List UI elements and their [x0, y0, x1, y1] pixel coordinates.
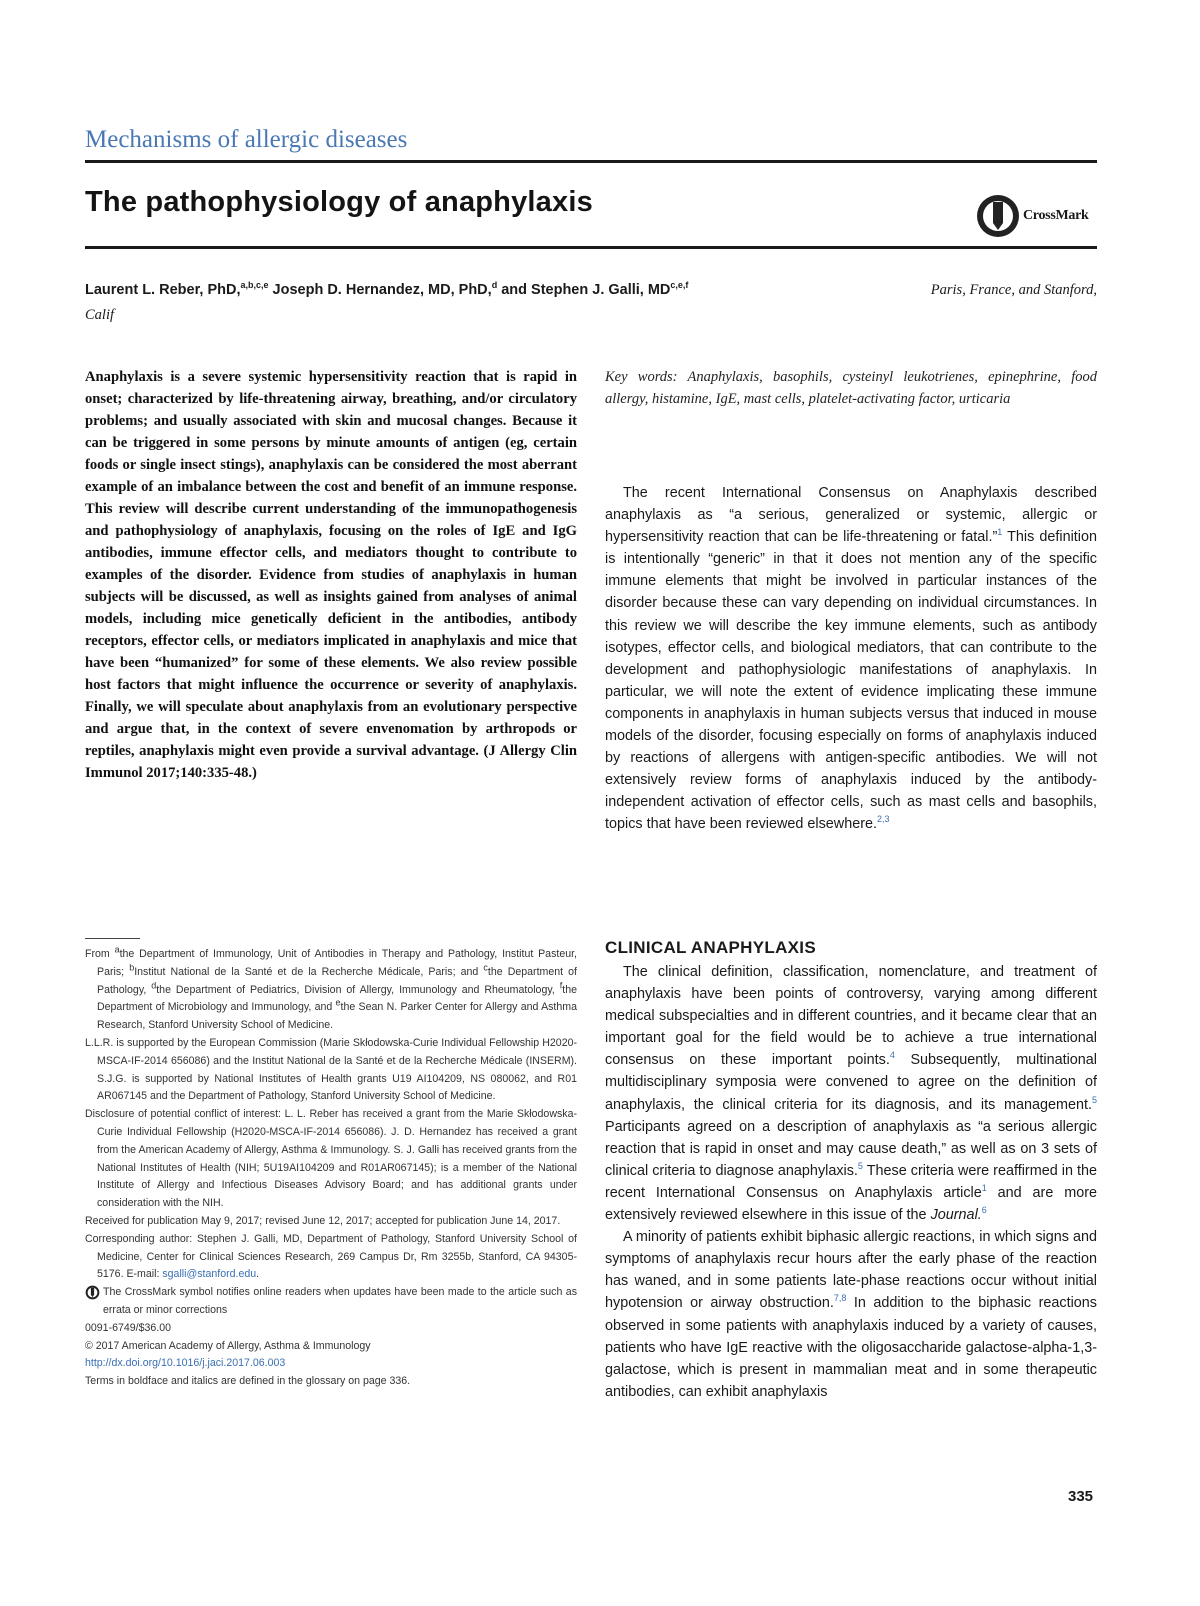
author-name: Joseph D. Hernandez, MD, PhD, — [268, 282, 492, 298]
citation-link[interactable]: 2,3 — [877, 814, 890, 825]
clinical-paragraph: The clinical definition, classification, nomenclature, and treatment of anaphylaxis have been points of controversy, varying among different medical subspecialties and in different countries, and it became clear that an important goal for the field would be to achieve a true international consensus on these important points.$^4$ Subsequently, multinational multidisciplinary symposia were convened to agree on the definition of anaphylaxis, the clinical criteria for its diagnosis, and its management.$^5$ Participants agreed on a description of anaphylaxis as “a serious allergic reaction that is rapid in onset and may cause death,” as well as on 3 sets of clinical criteria to diagnose anaphylaxis.$^5$ These criteria were reaffirmed in the recent International Consensus on Anaphylaxis article$^1$ and are more extensively reviewed elsewhere in this issue of the Journal.$^6$ — [605, 964, 1097, 1224]
glossary-note: Terms in boldface and italics are defined in the glossary on page 336. — [85, 1375, 411, 1388]
author-affiliation: c,e,f — [670, 280, 689, 291]
citation-link[interactable]: 7,8 — [833, 1293, 847, 1304]
section-heading: CLINICAL ANAPHYLAXIS — [605, 938, 816, 957]
citation-link[interactable]: 1 — [981, 1183, 987, 1194]
article-title: The pathophysiology of anaphylaxis — [85, 186, 593, 218]
corresponding-author-note: Corresponding author: Stephen J. Galli, MD, Department of Pathology, Stanford University School of Medicine, Center for Clinical Sciences Research, 269 Campus Dr, Rm 3255b, Stanford, CA 94305-5176. E-mail: sgalli@stanford.edu. — [85, 1232, 577, 1281]
author-name: Laurent L. Reber, PhD, — [85, 282, 241, 298]
footnote-rule — [85, 938, 140, 939]
clinical-section — [605, 961, 1097, 1403]
citation-link[interactable]: 6 — [981, 1205, 987, 1216]
keywords: Key words: Anaphylaxis, basophils, cysteinyl leukotrienes, epinephrine, food allergy, histamine, IgE, mast cells, platelet-activating factor, urticaria — [605, 369, 1097, 407]
funding-note: L.L.R. is supported by the European Commission (Marie Skłodowska-Curie Individual Fellowship H2020-MSCA-IF-2014 656086) and the Institut National de la Santé et de la Recherche Médicale (INSERM). S.J.G. is supported by National Institutes of Health grants U19 AI104209, NS 080062, and R01 AR067145 and the Department of Pathology, Stanford University School of Medicine. — [85, 1036, 577, 1103]
crossmark-icon — [975, 193, 1021, 239]
author-affiliation: a,b,c,e — [240, 280, 269, 291]
abstract: Anaphylaxis is a severe systemic hypersensitivity reaction that is rapid in onset; characterized by life-threatening airway, breathing, and/or circulatory problems; and usually associated with skin and mucosal changes. Because it can be triggered in some persons by minute amounts of antigen (eg, certain foods or single insect stings), anaphylaxis can be considered the most aberrant example of an imbalance between the cost and benefit of an immune response. This review will describe current understanding of the immunopathogenesis and pathophysiology of anaphylaxis, focusing on the roles of IgE and IgG antibodies, immune effector cells, and mediators thought to contribute to examples of the disorder. Evidence from studies of anaphylaxis in human subjects will be discussed, as well as insights gained from analyses of animal models, including mice genetically deficient in the antibodies, antibody receptors, effector cells, or mediators implicated in anaphylaxis and mice that have been “humanized” for some of these elements. We also review possible host factors that might influence the occurrence or severity of anaphylaxis. Finally, we will speculate about anaphylaxis from an evolutionary perspective and argue that, in the context of severe envenomation by arthropods or reptiles, anaphylaxis might even provide a survival advantage. (J Allergy Clin Immunol 2017;140:335-48.) — [85, 369, 577, 781]
author-line — [85, 278, 1097, 328]
author-affiliation: d — [491, 280, 498, 291]
disclosure-note: Disclosure of potential conflict of interest: L. L. Reber has received a grant from the Marie Skłodowska-Curie Individual Fellowship (H2020-MSCA-IF-2014 656086). J. D. Hernandez has received a grant from the American Academy of Allergy, Asthma & Immunology. S. J. Galli has received grants from the National Institutes of Health (NIH; 5U19AI104209 and R01AR067145); is a member of the National Institute of Allergy and Infectious Diseases Advisory Board; and has additional grants under consideration with the NIH. — [85, 1108, 577, 1210]
author-location-first: Paris, France, and Stanford, — [930, 282, 1097, 298]
author-name: and Stephen J. Galli, MD — [497, 282, 671, 298]
citation-link[interactable]: 5 — [857, 1161, 863, 1172]
affiliations-note: From $^a$the Department of Immunology, Unit of Antibodies in Therapy and Pathology, Institut Pasteur, Paris; $^b$Institut National de la Santé et de la Recherche Médicale, Paris; and $^c$the Department of Pathology, $^d$the Department of Pediatrics, Division of Allergy, Immunology and Rheumatology, $^f$the Department of Microbiology and Immunology, and $^e$the Sean N. Parker Center for Allergy and Asthma Research, Stanford University School of Medicine. — [85, 944, 578, 1032]
header-rule-bottom — [85, 246, 1097, 249]
crossmark-note: The CrossMark symbol notifies online readers when updates have been made to the article such as errata or minor corrections — [85, 1284, 577, 1320]
citation-link[interactable]: 1 — [997, 527, 1003, 538]
doi-link[interactable]: http://dx.doi.org/10.1016/j.jaci.2017.06.003 — [85, 1357, 286, 1370]
journal-name: Journal. — [930, 1207, 982, 1224]
footnotes — [85, 946, 577, 1391]
citation-link[interactable]: 4 — [889, 1050, 895, 1061]
crossmark-badge[interactable] — [975, 192, 1099, 240]
author-location-second: Calif — [85, 307, 115, 323]
crossmark-label: CrossMark — [1023, 208, 1089, 223]
clinical-paragraph: A minority of patients exhibit biphasic allergic reactions, in which signs and symptoms of anaphylaxis recur hours after the early phase of the reaction has waned, and in some patients late-phase reactions occur without initial hypotension or airway obstruction.$^{7,8}$ In addition to the biphasic reactions observed in some patients with anaphylaxis induced by a variety of causes, patients who have IgE reactive with the oligosaccharide galactose-alpha-1,3-galactose, which is present in mammalian meat and in some therapeutic antibodies, can exhibit anaphylaxis — [605, 1229, 1097, 1400]
intro-paragraph: The recent International Consensus on Anaphylaxis described anaphylaxis as “a serious, generalized or systemic, allergic or hypersensitivity reaction that can be life-threatening or fatal.”$^1$ This definition is intentionally “generic” in that it does not mention any of the specific immune elements that might be involved in particular instances of the disorder because these can vary depending on individual circumstances. In this review we will describe the key immune elements, such as antibody isotypes, effector cells, and biological mediators, that can contribute to the development and pathophysiologic manifestations of anaphylaxis. In particular, we will note the extent of evidence implicating these immune components in anaphylaxis in human subjects versus that induced in mouse models of the disorder, focusing especially on forms of anaphylaxis induced by reactions of allergens with antigen-specific antibodies. We will not extensively review forms of anaphylaxis induced by the antibody-independent activation of effector cells, such as mast cells and basophils, topics that have been reviewed elsewhere.$^{2,3}$ — [605, 485, 1097, 833]
crossmark-icon — [85, 1285, 100, 1300]
copyright-note: © 2017 American Academy of Allergy, Asthma & Immunology — [85, 1339, 371, 1352]
issn-note: 0091-6749/$36.00 — [85, 1321, 172, 1334]
header-rule-top — [85, 160, 1097, 163]
page-number: 335 — [1068, 1488, 1094, 1505]
intro-section — [605, 482, 1097, 836]
citation-link[interactable]: 5 — [1091, 1094, 1097, 1105]
section-label: Mechanisms of allergic diseases — [85, 126, 408, 153]
email-link[interactable]: sgalli@stanford.edu — [162, 1268, 257, 1281]
received-note: Received for publication May 9, 2017; revised June 12, 2017; accepted for publication June 14, 2017. — [85, 1214, 561, 1227]
